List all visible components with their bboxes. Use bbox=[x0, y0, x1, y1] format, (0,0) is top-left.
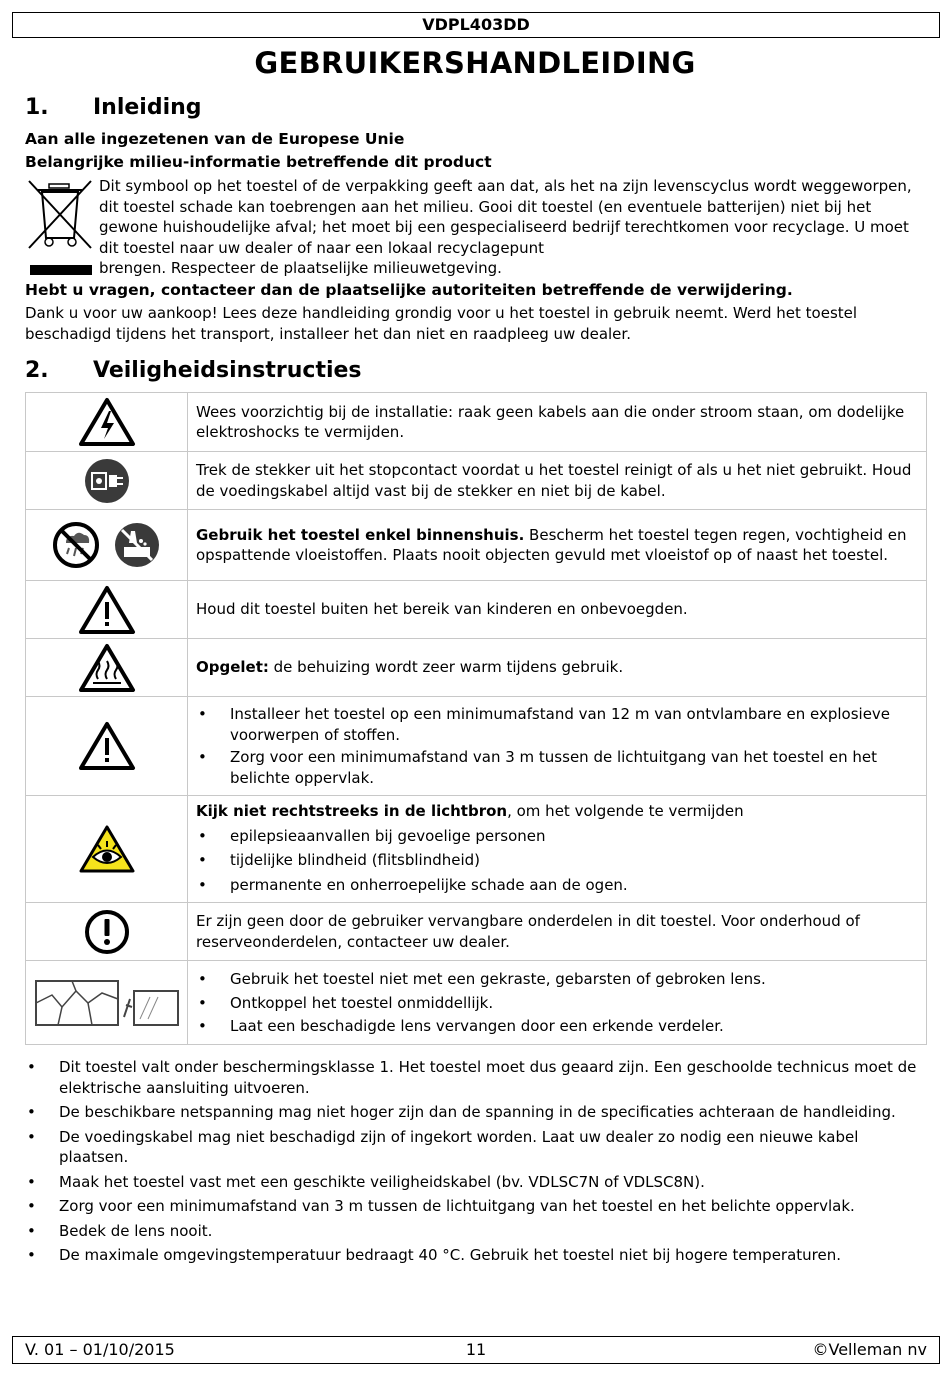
no-user-parts-text: Er zijn geen door de gebruiker vervangbare onderdelen in dit toestel. Voor onderhoud of reserveonderdelen, contacteer uw dealer. bbox=[196, 912, 860, 951]
safety-row bbox=[26, 903, 927, 961]
thanks-paragraph: Dank u voor uw aankoop! Lees deze handleiding grondig voor u het toestel in gebruik neemt. Werd het toestel beschadigd tijdens het transport, installeer het dan niet en raadpleeg uw dealer. bbox=[25, 304, 858, 343]
safety-icon-cell bbox=[26, 452, 188, 510]
unplug-icon bbox=[83, 457, 131, 505]
safety-text-cell bbox=[188, 961, 927, 1045]
no-liquid-icon bbox=[113, 521, 161, 569]
safety-icon-cell bbox=[26, 961, 188, 1045]
weee-notice-tail: brengen. Respecteer de plaatselijke milieuwetgeving. bbox=[99, 259, 502, 277]
section-2-number: 2. bbox=[25, 358, 49, 383]
eye-bullet-list bbox=[196, 826, 918, 896]
indoor-use-text: Bescherm het toestel tegen regen, vochtigheid en opspattende vloeistoffen. Plaats nooit objecten gevuld met vloeistof op of naast het toestel. bbox=[196, 525, 907, 564]
list-item: • Dit toestel valt onder beschermingsklasse 1. Het toestel moet dus geaard zijn. Een geschoolde technicus moet de elektrische aansluiting uitvoeren. bbox=[25, 1057, 920, 1098]
list-item: • Gebruik het toestel niet met een gekraste, gebarsten of gebroken lens. bbox=[196, 969, 918, 990]
section-2-heading bbox=[25, 358, 362, 383]
hot-housing-bold: Opgelet: bbox=[196, 658, 269, 677]
general-safety-list bbox=[25, 1057, 920, 1270]
safety-table bbox=[25, 392, 927, 1045]
eye-hazard-icon bbox=[78, 824, 136, 874]
contact-authorities-line: Hebt u vragen, contacteer dan de plaatselijke autoriteiten betreffende de verwijdering. bbox=[25, 281, 793, 299]
list-item: • Bedek de lens nooit. bbox=[25, 1221, 920, 1242]
safety-row bbox=[26, 452, 927, 510]
list-item: • Installeer het toestel op een minimumafstand van 12 m van ontvlambare en explosieve voorwerpen of stoffen. bbox=[196, 704, 918, 745]
safety-row bbox=[26, 393, 927, 452]
document-title: GEBRUIKERSHANDLEIDING bbox=[254, 46, 696, 80]
safety-row bbox=[26, 697, 927, 796]
children-warning-text: Houd dit toestel buiten het bereik van kinderen en onbevoegden. bbox=[196, 600, 688, 619]
eu-residents-line: Aan alle ingezetenen van de Europese Unie bbox=[25, 130, 405, 148]
model-number: VDPL403DD bbox=[422, 15, 530, 34]
list-item: • epilepsieaanvallen bij gevoelige personen bbox=[196, 826, 918, 847]
warning-icon bbox=[78, 585, 136, 635]
exclamation-circle-icon bbox=[83, 908, 131, 956]
list-item: • De beschikbare netspanning mag niet hoger zijn dan de spanning in de specificaties achteraan de handleiding. bbox=[25, 1102, 920, 1123]
section-1-title: Inleiding bbox=[93, 95, 202, 120]
eye-warning-intro bbox=[196, 801, 918, 822]
safety-text-cell bbox=[188, 581, 927, 639]
list-item: • De maximale omgevingstemperatuur bedraagt 40 °C. Gebruik het toestel niet bij hogere temperaturen. bbox=[25, 1245, 920, 1266]
safety-row bbox=[26, 639, 927, 697]
section-1-number: 1. bbox=[25, 95, 49, 120]
unplug-text: Trek de stekker uit het stopcontact voordat u het toestel reinigt of als u het niet gebruikt. Houd de voedingskabel altijd vast bij de stekker en niet bij de kabel. bbox=[196, 461, 912, 500]
safety-text-cell bbox=[188, 510, 927, 581]
safety-icon-cell bbox=[26, 796, 188, 903]
warning-icon bbox=[78, 721, 136, 771]
section-2-title: Veiligheidsinstructies bbox=[93, 358, 362, 383]
list-item: • Zorg voor een minimumafstand van 3 m tussen de lichtuitgang van het toestel en het belichte oppervlak. bbox=[196, 747, 918, 788]
safety-text-cell bbox=[188, 639, 927, 697]
page-number: 11 bbox=[465, 1340, 487, 1359]
indoor-use-bold: Gebruik het toestel enkel binnenshuis. bbox=[196, 525, 525, 544]
list-item: • tijdelijke blindheid (flitsblindheid) bbox=[196, 850, 918, 871]
hot-surface-icon bbox=[78, 643, 136, 693]
list-item: • Zorg voor een minimumafstand van 3 m tussen de lichtuitgang van het toestel en het belichte oppervlak. bbox=[25, 1196, 920, 1217]
list-item: • permanente en onherroepelijke schade aan de ogen. bbox=[196, 875, 918, 896]
safety-row bbox=[26, 510, 927, 581]
list-item: • Maak het toestel vast met een geschikte veiligheidskabel (bv. VDLSC7N of VDLSC8N). bbox=[25, 1172, 920, 1193]
lens-bullet-list bbox=[196, 969, 918, 1037]
section-1-heading bbox=[25, 95, 202, 120]
list-item: • De voedingskabel mag niet beschadigd zijn of ingekort worden. Laat uw dealer zo nodig een nieuwe kabel plaatsen. bbox=[25, 1127, 920, 1168]
eye-warning-bold: Kijk niet rechtstreeks in de lichtbron bbox=[196, 802, 508, 820]
page-footer bbox=[12, 1336, 940, 1364]
safety-text-cell bbox=[188, 697, 927, 796]
version-date: V. 01 – 01/10/2015 bbox=[25, 1340, 175, 1359]
eye-warning-text: , om het volgende te vermijden bbox=[507, 802, 744, 820]
high-voltage-warning-icon bbox=[78, 397, 136, 447]
safety-text-cell bbox=[188, 903, 927, 961]
page-header bbox=[12, 12, 940, 38]
environment-info-line: Belangrijke milieu-informatie betreffende dit product bbox=[25, 153, 492, 171]
safety-icon-cell bbox=[26, 903, 188, 961]
hot-housing-text: de behuizing wordt zeer warm tijdens gebruik. bbox=[268, 658, 624, 677]
copyright: ©Velleman nv bbox=[812, 1340, 927, 1359]
safety-row bbox=[26, 796, 927, 903]
weee-notice-text: Dit symbool op het toestel of de verpakking geeft aan dat, als het na zijn levenscyclus wordt weggeworpen, dit toestel schade kan toebrengen aan het milieu. Gooi dit toestel (en eventuele batterijen) niet bij het gewone huishoudelijke afval; het moet bij een gespecialiseerd bedrijf terechtkomen voor recyclage. U moet dit toestel naar uw dealer of naar een lokaal recyclagepunt bbox=[99, 177, 912, 258]
list-item: • Laat een beschadigde lens vervangen door een erkende verdeler. bbox=[196, 1016, 918, 1037]
safety-row bbox=[26, 961, 927, 1045]
safety-text-cell bbox=[188, 393, 927, 452]
no-rain-icon bbox=[52, 521, 100, 569]
broken-lens-icon bbox=[32, 973, 182, 1033]
safety-text-cell bbox=[188, 796, 927, 903]
distance-bullet-list bbox=[196, 704, 918, 788]
safety-icon-cell bbox=[26, 581, 188, 639]
safety-icon-cell bbox=[26, 510, 188, 581]
safety-icon-cell bbox=[26, 697, 188, 796]
list-item: • Ontkoppel het toestel onmiddellijk. bbox=[196, 993, 918, 1014]
safety-row bbox=[26, 581, 927, 639]
voltage-warning-text: Wees voorzichtig bij de installatie: raak geen kabels aan die onder stroom staan, om dodelijke elektroshocks te vermijden. bbox=[196, 402, 905, 441]
safety-text-cell bbox=[188, 452, 927, 510]
safety-icon-cell bbox=[26, 393, 188, 452]
safety-icon-cell bbox=[26, 639, 188, 697]
